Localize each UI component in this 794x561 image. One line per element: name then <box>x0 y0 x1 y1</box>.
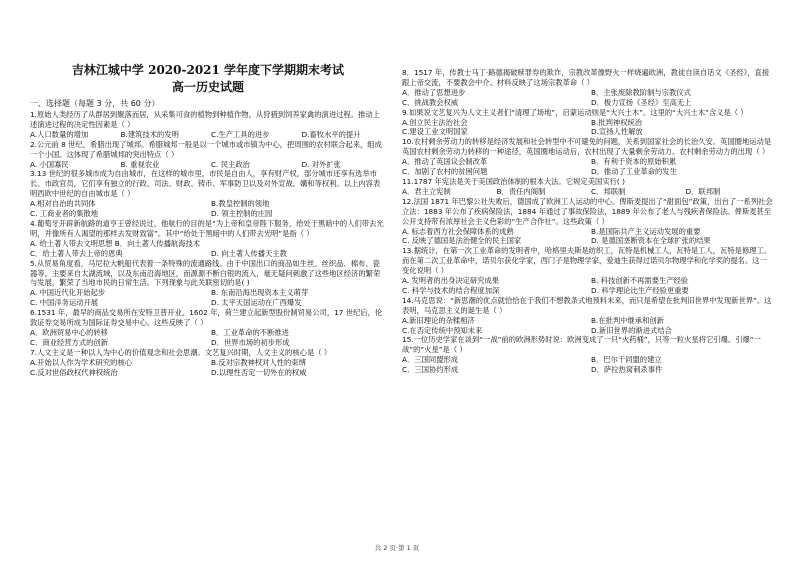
question-options <box>402 316 774 336</box>
option-label: B.批判神权统治 <box>591 117 643 127</box>
option-label: D.以理性否定一切外在的权威 <box>211 367 307 377</box>
question-stem: 1.原始人类经历了从群居到聚落而居，从采集可食的植物到种植作物，从狩猎到饲养家禽的演进过程。推动上述演进过程的决定性因素是（ ） <box>30 110 380 129</box>
option-label: C. 中国洋务运动开展 <box>30 298 99 308</box>
question-options <box>402 88 774 108</box>
option-label: C．商业经营方式的创新 <box>30 337 109 347</box>
question-options <box>30 288 386 308</box>
option-label: B．工业革命的不断推进 <box>211 327 289 337</box>
option-label: C. 科学与技术的结合程度加深 <box>402 285 500 295</box>
question-item <box>402 197 774 247</box>
exam-header <box>30 62 386 96</box>
option-label: A. 标志着西方社会保障体系的成熟 <box>402 226 514 236</box>
question-item <box>30 308 386 348</box>
option-label: A.开始以人作为学术研究的核心 <box>30 357 133 367</box>
option-label: D．萨拉热窝刺杀事件 <box>591 365 663 375</box>
left-column <box>30 98 386 377</box>
question-item <box>402 177 774 197</box>
option-label: C. 反映了德国是法治健全的民主国家 <box>402 236 522 246</box>
option-label: A. 小国寡民 <box>30 159 69 169</box>
option-label: C. 工商业者的集散地 <box>30 209 99 219</box>
section-heading: 一、选择题（每题 3 分，共 60 分） <box>30 99 160 108</box>
question-item <box>30 169 386 219</box>
exam-subtitle: 高一历史试题 <box>171 80 244 94</box>
option-label: C．挑战教会权威 <box>402 97 459 107</box>
option-label: A．三国同盟形成 <box>402 355 459 365</box>
option-label: B．有利于资本的原始积累 <box>591 157 677 167</box>
question-item <box>402 68 774 108</box>
option-label: C．给土著人带去上帝的恩典 <box>30 248 123 258</box>
option-label: C.反对世俗政权代神权统治 <box>30 367 118 377</box>
question-stem: 4.葡萄牙开辟新航路的道亨王曾经说过，他航行的目的是“为上帝和皇帝陛下服务，给处于黑暗中的人们带去光明，并像所有人渴望的那样去发财致富”。其中“给处于黑暗中的人们带去光明”是指（ ） <box>30 218 384 238</box>
option-label: B．主张废除教阶制与宗教仪式 <box>591 87 691 97</box>
option-label: D．世界市场的初步形成 <box>211 337 290 347</box>
option-label: B.是国际共产主义运动发展的重要 <box>591 226 701 236</box>
option-label: C．邦联制 <box>591 186 626 196</box>
question-stem: 13.据统计，在第一次工业革命的发明者中，哈格里夫斯是纺织工，瓦特是机械工人，瓦特是工人，瓦特是修理工。而在第二次工业革命中，诺贝尔获化学家，西门子是物理学家，爱迪生获得过诺贝尔物理学和化学奖的提名。这一变化说明（ ） <box>402 246 772 276</box>
option-label: D．极力宣扬《圣经》至高无上 <box>591 97 692 107</box>
question-item <box>30 140 386 170</box>
question-stem: 5.从贸易角度看，马尼拉大帆船代表着一条特殊的流通路线。由于中国出口的商品如生丝、丝织品、棉布、瓷器等，主要来自太湖流域，以及东南沿海地区，而源源不断白银的流入，毫无疑问刺激了这些地区经济的繁荣与发展，繁荣了当地市民的日常生活。下列现象与此关联密切的是( ) <box>30 258 381 288</box>
right-column <box>402 68 774 375</box>
question-item <box>402 335 774 375</box>
question-options <box>402 227 774 247</box>
question-options <box>30 358 386 378</box>
option-label: D.宣扬人性解放 <box>591 127 643 137</box>
option-label: A.创立民主法治社会 <box>402 117 468 127</box>
question-stem: 3.13 世纪的很多城市成为自由城市，在这样的城市里，市民是自由人，享有财产权，部分城市还享有选举市长、市政官员，它们享有独立的行政、司法、财政、铸币、军事防卫以及对外宣战、媾和等权利。以上内容表明西欧中世纪的自由城市是（ ） <box>30 169 381 199</box>
option-label: D. 领主控制的庄园 <box>211 209 273 219</box>
question-options <box>402 355 774 375</box>
option-label: C．加剧了农村的贫困问题 <box>402 167 488 177</box>
question-stem: 7.人文主义是一种以人为中心的价值观念和社会思潮。文艺复兴时期，人文主义的核心是（ ） <box>30 347 332 357</box>
option-label: A. 中国近代化开始起步 <box>30 288 106 298</box>
option-label: B.在批判中继承和创新 <box>591 315 664 325</box>
option-label: D. 向土著人传播天主教 <box>211 248 287 258</box>
question-options <box>402 157 774 177</box>
question-stem: 8．1517 年，传教士马丁·路德揭破赎罪券的欺诈，宗教改革像野火一样烧遍欧洲，教徒自读自话文《圣经》，直接跟上帝交流，不要教会中介。材料反映了这场宗教革命（ ） <box>402 68 770 87</box>
option-label: D. 是德国垄断资本在全球扩张的结果 <box>591 236 711 246</box>
exam-title: 吉林江城中学 2020-2021 学年度下学期期末考试 <box>71 63 345 77</box>
question-stem: 10.农村剩余劳动力的转移是经济发展和社会转型中不可避免的问题，关系到国家社会的长治久安。英国圈地运动是英国农村剩余劳动力转移的一种途径，英国圈地运动后，农村出现了大量剩余劳动力。农村剩余劳动力的出现（ ） <box>402 137 772 157</box>
option-label: C. 民主政治 <box>211 159 250 169</box>
question-stem: 12.法国 1871 年巴黎公社失败后，德国成了欧洲工人运动的中心。俾斯麦提出了“甜面包”政策，出台了一系列社会立法：1883 年公布了疾病保险法，1884 年通过了事故保险法，1889 年公布了老人与残疾者保险法。俾斯麦甚至公开支持带有浓厚社会主义色彩的“生产合作社”。这些政策（ ） <box>402 196 773 226</box>
option-label: B.反对宗教神权对人性的束缚 <box>211 357 306 367</box>
option-label: D. 对外扩张 <box>301 159 341 169</box>
option-label: B.教皇控制的领地 <box>211 199 270 209</box>
option-label: A．君主立宪制 <box>402 186 451 196</box>
option-label: A．推动了英国议会制改革 <box>402 157 488 167</box>
option-label: D．联邦制 <box>685 186 721 196</box>
question-options <box>402 187 774 197</box>
option-label: A.人口数量的增加 <box>30 129 89 139</box>
option-label: A. 给土著人带去文明思想 B．向土著人传播航海技术 <box>30 238 201 248</box>
question-options <box>402 118 774 138</box>
question-item <box>402 108 774 138</box>
option-label: A. 发明者的出身决定研究成果 <box>402 276 500 286</box>
option-label: B．巴尔干同盟的建立 <box>591 355 662 365</box>
option-label: C.建设工业文明国家 <box>402 127 468 137</box>
option-label: D. 科学理论比生产经验更重要 <box>591 285 689 295</box>
option-label: D.新旧世界的渐进式结合 <box>591 325 672 335</box>
right-question-list <box>402 68 774 375</box>
question-options <box>30 160 386 170</box>
option-label: B. 重视农业 <box>120 159 160 169</box>
question-stem: 2.公元前 8 世纪，希腊出现了城邦。希腊城邦一般是以一个城市或市镇为中心，把周围的农村联合起来，组成一个小国。这体现了希腊城邦的突出特点（ ） <box>30 139 382 159</box>
question-item <box>402 246 774 296</box>
question-stem: 9.如果说文艺复兴为人文主义者们“清理了场地”，启蒙运动则是“大兴土木”。这里的“大兴土木”含义是（ ） <box>402 107 748 117</box>
question-item <box>30 259 386 309</box>
option-label: B. 科技创新不再需要生产经验 <box>591 276 689 286</box>
question-options <box>30 328 386 348</box>
question-item <box>402 296 774 336</box>
question-item <box>402 137 774 177</box>
question-stem: 15.一位历史学家在谈到“一战”前的欧洲形势时说：欧洲变成了一只“火药桶”，只等一粒火星将它引爆。引爆“一战”的“火星”是（ ） <box>402 335 761 355</box>
question-options <box>30 199 386 219</box>
left-question-list <box>30 110 386 377</box>
question-item <box>30 348 386 378</box>
option-label: D.畜牧水平的提升 <box>301 129 361 139</box>
question-item <box>30 110 386 140</box>
page-footer: 共 2 页·第 1 页 <box>374 544 420 552</box>
option-label: A．欧洲贸易中心的转移 <box>30 327 108 337</box>
question-item <box>30 219 386 259</box>
question-options <box>402 276 774 296</box>
option-label: A．推动了思想进步 <box>402 87 466 97</box>
option-label: C.生产工具的进步 <box>211 129 270 139</box>
question-options <box>30 130 386 140</box>
option-label: D．推动了工业革命的发生 <box>591 167 677 177</box>
option-label: B.建筑技术的发明 <box>120 129 179 139</box>
option-label: C．三国协约形成 <box>402 365 459 375</box>
question-stem: 6.1531 年，最早的商品交易所在安特卫普开业，1602 年，荷兰建立起新型股份制贸易公司，17 世纪后，伦敦证券交易所成为国际证券交易中心。这些反映了（ ） <box>30 308 383 328</box>
question-stem: 14.马克思说：“新思潮的优点就恰恰在于我们不想教条式地预料未来，而只是希望在批判旧世界中发现新世界”。这表明，马克思主义的诞生是（ ） <box>402 295 772 315</box>
question-options <box>30 239 386 259</box>
option-label: A.相对自治的共同体 <box>30 199 96 209</box>
option-label: D. 太平天国运动在广西爆发 <box>211 298 302 308</box>
option-label: C.在否定传统中预知未来 <box>402 325 483 335</box>
option-label: B. 东南沿海出现资本主义萌芽 <box>211 288 309 298</box>
option-label: B．责任内阁制 <box>496 186 546 196</box>
option-label: A.新旧理论的杂糅相济 <box>402 315 475 325</box>
question-stem: 11.1787 年宪法是关于美国政治体制的根本大法。它规定美国实行( ) <box>402 176 625 186</box>
